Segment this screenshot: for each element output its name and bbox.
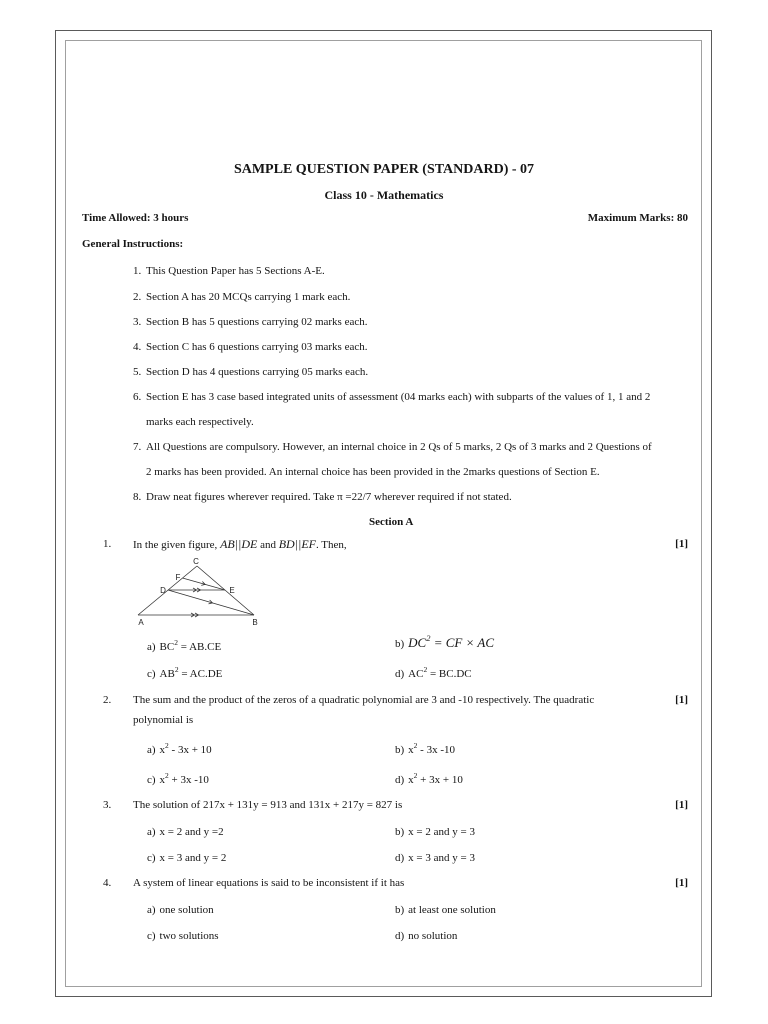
instruction-item xyxy=(133,289,350,305)
instruction-text: Section B has 5 questions carrying 02 marks each. xyxy=(146,316,368,328)
option-superscript: 2 xyxy=(426,633,431,643)
option-d xyxy=(395,666,472,683)
figure-label-f: F xyxy=(175,573,181,582)
instruction-item xyxy=(133,489,512,505)
option-text: one solution xyxy=(159,904,214,916)
option-math xyxy=(408,635,494,650)
section-heading: Section A xyxy=(369,516,414,528)
option-superscript: 2 xyxy=(165,771,169,780)
question-text-continuation: polynomial is xyxy=(133,714,194,726)
option-base: AB xyxy=(159,668,175,680)
figure-line-db xyxy=(168,590,254,615)
option-text: x = 2 and y =2 xyxy=(159,826,224,838)
option-rest: - 3x -10 xyxy=(417,744,455,756)
math-expression: AB||DE xyxy=(220,537,258,551)
triangle-figure xyxy=(125,555,270,630)
instruction-item xyxy=(133,364,368,380)
instruction-number: 4. xyxy=(133,341,142,353)
question-text: The sum and the product of the zeros of a quadratic polynomial are 3 and -10 respectively. The quadratic xyxy=(133,694,595,706)
instruction-number: 8. xyxy=(133,491,142,503)
option-label: a) xyxy=(147,744,156,756)
instruction-continuation: marks each respectively. xyxy=(146,416,254,428)
option-base: AC xyxy=(408,668,424,680)
instruction-text: Section A has 20 MCQs carrying 1 mark each. xyxy=(146,291,351,303)
instruction-item xyxy=(133,314,367,330)
option-c xyxy=(147,772,209,789)
option-superscript: 2 xyxy=(413,741,418,750)
option-label: a) xyxy=(147,826,156,838)
option-label: d) xyxy=(395,668,405,680)
option-label: d) xyxy=(395,852,405,864)
option-superscript: 2 xyxy=(174,665,179,674)
option-label: a) xyxy=(147,641,156,653)
question-text: A system of linear equations is said to be inconsistent if it has xyxy=(133,877,405,889)
question-number: 1. xyxy=(103,538,112,550)
option-base: x xyxy=(159,774,166,786)
question-text-part: . Then, xyxy=(315,539,347,551)
option-superscript: 2 xyxy=(423,665,428,674)
instruction-item xyxy=(133,389,650,405)
option-superscript: 2 xyxy=(174,638,178,647)
option-label: b) xyxy=(395,744,405,756)
instruction-number: 1. xyxy=(133,265,142,277)
instruction-text: All Questions are compulsory. However, an internal choice in 2 Qs of 5 marks, 2 Qs of 3 marks and 2 Questions of xyxy=(146,441,652,453)
instruction-item xyxy=(133,339,367,355)
question-text xyxy=(133,536,347,553)
question-marks: [1] xyxy=(675,538,688,550)
question-marks: [1] xyxy=(675,877,688,889)
option-label: b) xyxy=(395,904,405,916)
option-label: d) xyxy=(395,930,405,942)
instruction-continuation: 2 marks has been provided. An internal choice has been provided in the 2marks questions of Section E. xyxy=(146,466,600,478)
instruction-number: 6. xyxy=(133,391,142,403)
figure-label-d: D xyxy=(160,586,166,595)
option-d xyxy=(395,772,463,789)
option-c xyxy=(147,850,226,866)
option-d xyxy=(395,928,457,944)
option-text: x = 2 and y = 3 xyxy=(408,826,475,838)
question-number: 3. xyxy=(103,799,112,811)
option-rest: = AC.DE xyxy=(178,668,223,680)
figure-line-ac xyxy=(138,566,197,615)
option-label: d) xyxy=(395,774,405,786)
option-a xyxy=(147,742,212,759)
figure-line-fe xyxy=(183,578,226,590)
option-rest: = AB.CE xyxy=(177,641,222,653)
option-text: x = 3 and y = 3 xyxy=(408,852,475,864)
instruction-text: Section C has 6 questions carrying 03 marks each. xyxy=(146,341,368,353)
time-allowed: Time Allowed: 3 hours xyxy=(82,212,189,224)
instruction-number: 7. xyxy=(133,441,142,453)
option-label: b) xyxy=(395,638,405,650)
figure-label-a: A xyxy=(138,618,144,627)
figure-line-cb xyxy=(197,566,254,615)
instruction-item xyxy=(133,439,652,455)
paper-subtitle: Class 10 - Mathematics xyxy=(324,188,444,202)
instruction-text: This Question Paper has 5 Sections A-E. xyxy=(146,265,325,277)
option-label: c) xyxy=(147,668,156,680)
option-label: c) xyxy=(147,930,156,942)
option-rest: - 3x + 10 xyxy=(168,744,212,756)
instruction-number: 3. xyxy=(133,316,142,328)
question-number: 2. xyxy=(103,694,112,706)
option-base: x xyxy=(408,744,414,756)
option-b xyxy=(395,902,496,918)
option-base: DC xyxy=(408,635,427,650)
figure-label-c: C xyxy=(193,557,199,566)
option-text: x = 3 and y = 2 xyxy=(159,852,227,864)
question-marks: [1] xyxy=(675,799,688,811)
option-rest: + 3x + 10 xyxy=(417,774,463,786)
option-base: BC xyxy=(159,641,175,653)
option-base: x xyxy=(408,774,414,786)
option-base: x xyxy=(159,744,166,756)
option-label: a) xyxy=(147,904,156,916)
option-rest: + 3x -10 xyxy=(168,774,209,786)
instruction-text: Section E has 3 case based integrated units of assessment (04 marks each) with subparts of the values of 1, 1 and 2 xyxy=(146,391,651,403)
option-text: two solutions xyxy=(159,930,219,942)
instruction-number: 5. xyxy=(133,366,142,378)
option-rest: = BC.DC xyxy=(427,668,472,680)
question-text-part: and xyxy=(257,539,279,551)
maximum-marks: Maximum Marks: 80 xyxy=(587,212,688,224)
option-d xyxy=(395,850,475,866)
instruction-item xyxy=(133,263,325,279)
option-superscript: 2 xyxy=(413,771,418,780)
question-marks: [1] xyxy=(675,694,688,706)
instruction-text: Section D has 4 questions carrying 05 marks each. xyxy=(146,366,369,378)
figure-label-e: E xyxy=(229,586,235,595)
instruction-text: Draw neat figures wherever required. Take π =22/7 wherever required if not stated. xyxy=(146,491,512,503)
option-b xyxy=(395,824,475,840)
option-label: c) xyxy=(147,774,156,786)
paper-title: SAMPLE QUESTION PAPER (STANDARD) - 07 xyxy=(233,162,535,177)
option-text: at least one solution xyxy=(408,904,496,916)
option-a xyxy=(147,639,221,656)
option-c xyxy=(147,666,222,683)
option-b xyxy=(395,742,455,759)
question-text: The solution of 217x + 131y = 913 and 131x + 217y = 827 is xyxy=(133,799,403,811)
option-c xyxy=(147,928,219,944)
option-text: no solution xyxy=(408,930,458,942)
question-text-part: In the given figure, xyxy=(133,539,221,551)
figure-label-b: B xyxy=(252,618,258,627)
option-superscript: 2 xyxy=(165,741,169,750)
instructions-heading: General Instructions: xyxy=(82,238,184,250)
option-label: c) xyxy=(147,852,156,864)
question-number: 4. xyxy=(103,877,112,889)
option-b xyxy=(395,635,494,652)
option-a xyxy=(147,902,214,918)
instruction-number: 2. xyxy=(133,291,142,303)
option-a xyxy=(147,824,224,840)
math-expression: BD||EF xyxy=(278,537,316,551)
option-label: b) xyxy=(395,826,405,838)
option-rest: = CF × AC xyxy=(430,635,495,650)
